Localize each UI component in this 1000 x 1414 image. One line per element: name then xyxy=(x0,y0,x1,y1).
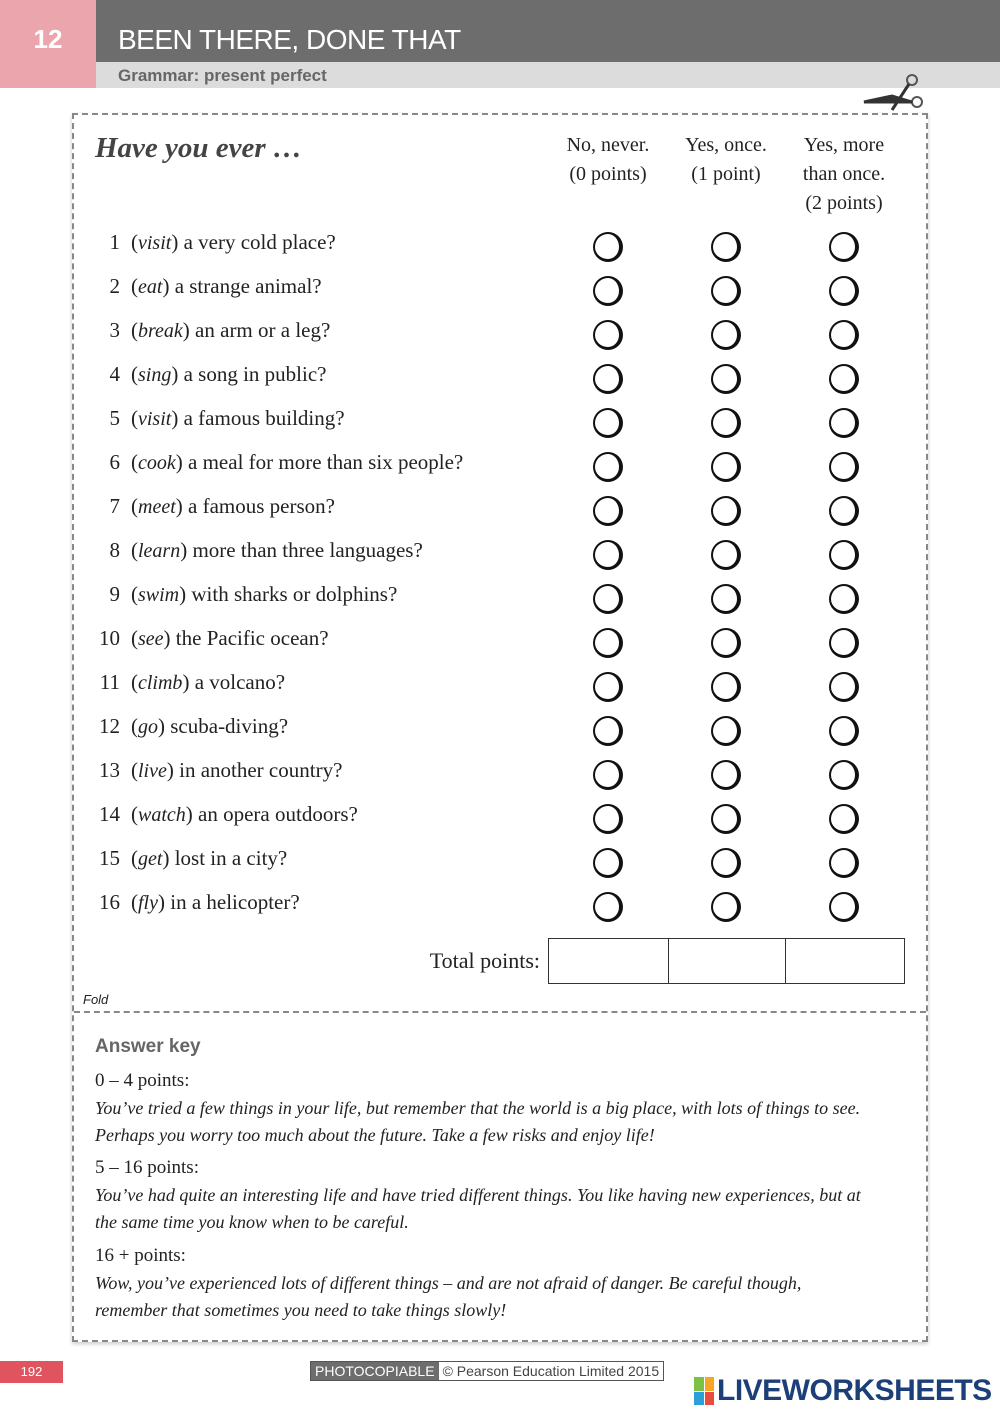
question-text: (see) the Pacific ocean? xyxy=(131,626,329,650)
answer-radio-never[interactable] xyxy=(593,804,623,834)
question-row xyxy=(0,758,1000,798)
page-subtitle: Grammar: present perfect xyxy=(118,66,327,85)
question-number: 10 xyxy=(99,626,120,650)
question-number: 2 xyxy=(109,274,120,298)
question-verb: sing xyxy=(138,364,172,386)
answer-radio-more[interactable] xyxy=(829,232,859,262)
answer-radio-once[interactable] xyxy=(711,892,741,922)
total-points-label: Total points: xyxy=(429,948,540,973)
question-verb: fly xyxy=(138,892,158,914)
answer-radio-once[interactable] xyxy=(711,452,741,482)
question-number: 16 xyxy=(99,890,120,914)
answer-radio-more[interactable] xyxy=(829,892,859,922)
question-verb: watch xyxy=(138,804,186,826)
scissors-icon xyxy=(862,72,926,114)
question-rest: scuba-diving? xyxy=(165,714,289,738)
question-row xyxy=(0,450,1000,490)
column-header-line: Yes, once. xyxy=(685,134,767,156)
column-header-line xyxy=(661,189,791,218)
question-text: (meet) a famous person? xyxy=(131,494,335,518)
answer-radio-never[interactable] xyxy=(593,716,623,746)
question-number: 14 xyxy=(99,802,120,826)
question-text: (climb) a volcano? xyxy=(131,670,286,694)
question-row xyxy=(0,362,1000,402)
answer-radio-more[interactable] xyxy=(829,628,859,658)
question-rest: a very cold place? xyxy=(178,230,336,254)
column-header xyxy=(779,131,909,218)
question-text: (go) scuba-diving? xyxy=(131,714,289,738)
answer-radio-once[interactable] xyxy=(711,408,741,438)
answer-radio-never[interactable] xyxy=(593,672,623,702)
question-text: (eat) a strange animal? xyxy=(131,274,322,298)
question-verb: meet xyxy=(138,496,176,518)
column-header-line: than once. xyxy=(802,163,886,185)
question-number: 5 xyxy=(109,406,120,430)
question-row xyxy=(0,626,1000,666)
question-rest: a meal for more than six people? xyxy=(182,450,464,474)
answer-radio-never[interactable] xyxy=(593,760,623,790)
liveworksheets-icon xyxy=(694,1377,714,1405)
question-number: 6 xyxy=(109,450,120,474)
question-verb: cook xyxy=(138,452,176,474)
answer-radio-more[interactable] xyxy=(829,276,859,306)
question-verb: visit xyxy=(138,408,172,430)
question-text: (live) in another country? xyxy=(131,758,343,782)
answer-radio-once[interactable] xyxy=(711,628,741,658)
question-text: (cook) a meal for more than six people? xyxy=(131,450,464,474)
answer-radio-more[interactable] xyxy=(829,672,859,702)
answer-radio-never[interactable] xyxy=(593,584,623,614)
answer-key-title: Answer key xyxy=(95,1036,201,1057)
total-input-more[interactable] xyxy=(785,938,905,984)
question-row xyxy=(0,230,1000,270)
answer-radio-never[interactable] xyxy=(593,540,623,570)
question-row xyxy=(0,538,1000,578)
answer-radio-more[interactable] xyxy=(829,320,859,350)
answer-radio-once[interactable] xyxy=(711,320,741,350)
photocopiable-label: PHOTOCOPIABLE xyxy=(311,1362,439,1380)
question-rest: more than three languages? xyxy=(187,538,423,562)
column-header xyxy=(661,131,791,218)
title-bar xyxy=(96,0,1000,62)
fold-line xyxy=(74,1011,926,1013)
answer-radio-once[interactable] xyxy=(711,848,741,878)
answer-radio-never[interactable] xyxy=(593,364,623,394)
band-range: 5 – 16 points: xyxy=(95,1157,199,1178)
question-rest: a strange animal? xyxy=(169,274,322,298)
column-header-line: No, never. xyxy=(566,134,650,156)
question-number: 15 xyxy=(99,846,120,870)
column-header-line: (0 points) xyxy=(569,163,647,185)
unit-number: 12 xyxy=(33,24,63,54)
question-text: (swim) with sharks or dolphins? xyxy=(131,582,398,606)
answer-radio-never[interactable] xyxy=(593,320,623,350)
answer-radio-once[interactable] xyxy=(711,584,741,614)
answer-radio-more[interactable] xyxy=(829,452,859,482)
answer-radio-never[interactable] xyxy=(593,628,623,658)
question-row xyxy=(0,802,1000,842)
total-input-never[interactable] xyxy=(548,938,669,984)
question-number: 9 xyxy=(109,582,120,606)
band-range: 16 + points: xyxy=(95,1245,186,1266)
question-rest: the Pacific ocean? xyxy=(170,626,329,650)
answer-radio-never[interactable] xyxy=(593,276,623,306)
answer-radio-once[interactable] xyxy=(711,716,741,746)
question-number: 3 xyxy=(109,318,120,342)
answer-radio-never[interactable] xyxy=(593,848,623,878)
question-rest: in another country? xyxy=(173,758,343,782)
column-header-line xyxy=(543,189,673,218)
answer-radio-never[interactable] xyxy=(593,408,623,438)
question-rest: a song in public? xyxy=(178,362,327,386)
question-verb: get xyxy=(138,848,163,870)
column-header xyxy=(543,131,673,218)
survey-heading: Have you ever … xyxy=(95,132,302,164)
question-row xyxy=(0,494,1000,534)
question-text: (get) lost in a city? xyxy=(131,846,288,870)
question-number: 1 xyxy=(109,230,120,254)
answer-radio-once[interactable] xyxy=(711,496,741,526)
question-verb: go xyxy=(138,716,158,738)
question-row xyxy=(0,582,1000,622)
question-rest: with sharks or dolphins? xyxy=(186,582,398,606)
column-header-line: Yes, more xyxy=(803,134,885,156)
answer-radio-more[interactable] xyxy=(829,540,859,570)
total-input-once[interactable] xyxy=(668,938,786,984)
unit-number-block xyxy=(0,0,96,88)
question-row xyxy=(0,714,1000,754)
question-number: 7 xyxy=(109,494,120,518)
band-range: 0 – 4 points: xyxy=(95,1070,190,1091)
answer-radio-more[interactable] xyxy=(829,584,859,614)
answer-radio-once[interactable] xyxy=(711,540,741,570)
answer-radio-more[interactable] xyxy=(829,496,859,526)
answer-radio-never[interactable] xyxy=(593,892,623,922)
question-row xyxy=(0,670,1000,710)
question-text: (sing) a song in public? xyxy=(131,362,327,386)
question-rest: an opera outdoors? xyxy=(192,802,358,826)
question-verb: see xyxy=(138,628,164,650)
question-row xyxy=(0,406,1000,446)
question-text: (learn) more than three languages? xyxy=(131,538,423,562)
question-verb: swim xyxy=(138,584,180,606)
question-rest: an arm or a leg? xyxy=(189,318,331,342)
question-number: 4 xyxy=(109,362,120,386)
question-text: (break) an arm or a leg? xyxy=(131,318,331,342)
answer-radio-never[interactable] xyxy=(593,232,623,262)
answer-radio-never[interactable] xyxy=(593,452,623,482)
question-verb: climb xyxy=(138,672,183,694)
question-row xyxy=(0,318,1000,358)
page-title: BEEN THERE, DONE THAT xyxy=(118,24,461,55)
question-number: 12 xyxy=(99,714,120,738)
brand-name: LIVEWORKSHEETS xyxy=(717,1374,992,1407)
question-row xyxy=(0,890,1000,930)
answer-radio-once[interactable] xyxy=(711,276,741,306)
question-number: 11 xyxy=(99,670,120,694)
question-verb: break xyxy=(138,320,183,342)
answer-radio-more[interactable] xyxy=(829,760,859,790)
answer-radio-more[interactable] xyxy=(829,848,859,878)
answer-radio-more[interactable] xyxy=(829,364,859,394)
answer-radio-more[interactable] xyxy=(829,716,859,746)
question-verb: visit xyxy=(138,232,172,254)
question-text: (watch) an opera outdoors? xyxy=(131,802,358,826)
fold-label: Fold xyxy=(83,992,109,1007)
band-text: You’ve tried a few things in your life, but remember that the world is a big place, with lots of things to see. Perhaps you worry too much about the future. Take a few risks and enjoy life! xyxy=(95,1098,861,1145)
answer-radio-once[interactable] xyxy=(711,364,741,394)
question-rest: lost in a city? xyxy=(169,846,288,870)
question-text: (visit) a very cold place? xyxy=(131,230,336,254)
question-number: 13 xyxy=(99,758,120,782)
copyright-notice xyxy=(310,1361,664,1381)
question-row xyxy=(0,846,1000,886)
question-verb: eat xyxy=(138,276,163,298)
answer-radio-once[interactable] xyxy=(711,804,741,834)
question-number: 8 xyxy=(109,538,120,562)
page-number: 192 xyxy=(0,1361,63,1383)
column-header-line: (2 points) xyxy=(805,192,883,214)
copyright-text: © Pearson Education Limited 2015 xyxy=(442,1363,660,1379)
question-verb: live xyxy=(138,760,167,782)
answer-radio-once[interactable] xyxy=(711,760,741,790)
question-rest: a famous person? xyxy=(182,494,335,518)
question-text: (fly) in a helicopter? xyxy=(131,890,300,914)
band-text: Wow, you’ve experienced lots of different things – and are not afraid of danger. Be careful though, remember that sometimes you need to take things slowly! xyxy=(95,1273,802,1320)
question-rest: a famous building? xyxy=(178,406,345,430)
answer-radio-more[interactable] xyxy=(829,804,859,834)
question-verb: learn xyxy=(138,540,181,562)
answer-radio-more[interactable] xyxy=(829,408,859,438)
question-text: (visit) a famous building? xyxy=(131,406,345,430)
liveworksheets-logo xyxy=(694,1374,992,1408)
column-header-line: (1 point) xyxy=(691,163,761,185)
question-rest: in a helicopter? xyxy=(165,890,300,914)
answer-radio-never[interactable] xyxy=(593,496,623,526)
answer-radio-once[interactable] xyxy=(711,672,741,702)
band-text: You’ve had quite an interesting life and have tried different things. You like having new experiences, but at the same time you know when to be careful. xyxy=(95,1185,861,1232)
answer-radio-once[interactable] xyxy=(711,232,741,262)
question-rest: a volcano? xyxy=(189,670,286,694)
question-row xyxy=(0,274,1000,314)
